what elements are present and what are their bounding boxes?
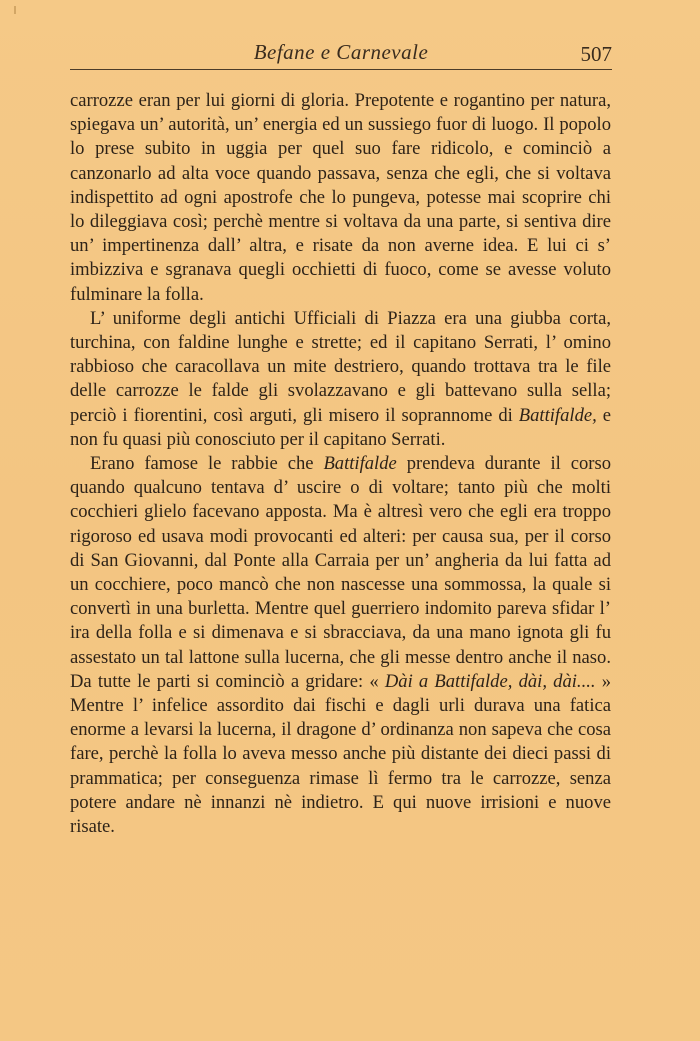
paragraph-text: Erano famose le rabbie che [90,453,324,475]
header-rule [70,69,612,70]
running-title: Befane e Carnevale [253,40,429,64]
nickname-italic: Battifalde, [518,404,597,426]
running-head [70,38,612,70]
paragraph-1 [70,89,611,307]
body-text [70,89,611,839]
stray-ink-mark [14,6,16,14]
paragraph-text: prendeva durante il corso quando qualcuno tentava d’ uscire o di voltare; tanto più che molti cocchieri glielo facevano apposta. Ma è altresì vero che egli era troppo rigoroso ed usava modi provocanti ed alteri: per causa sua, per il corso di San Giovanni, dal Ponte alla Carraia per un’ angheria da lui fatta ad un cocchiere, poco mancò che non nascesse una sommossa, la quale si convertì in una burletta. Mentre quel guerriero indomito pareva sfidar l’ ira della folla e si dimenava e si sbracciava, da una mano ignota gli fu assestato un tal lattone sulla lucerna, che gli messe dentro anche il naso. Da tutte le parti si cominciò a gridare: « [70,453,612,692]
paragraph-2 [70,307,611,452]
crowd-shout-italic: Dài a Battifalde, dài, dài.... [384,670,596,692]
paragraph-text: L’ uniforme degli antichi Ufficiali di Piazza era una giubba corta, turchina, con faldine lunghe e strette; ed il capitano Serrati, l’ omino rabbioso che caracollava un mite destriero, quando trottava tra le file delle carrozze le falde gli svolazzavano e gli battevano sulla sella; perciò i fiorentini, così arguti, gli misero il soprannome di [70,307,611,426]
paragraph-text: carrozze eran per lui giorni di gloria. Prepotente e rogantino per natura, spiegava un’ autorità, un’ energia ed un sussiego fuor di luogo. Il popolo lo prese subito in uggia per quel suo fare ridicolo, e cominciò a canzonarlo ad alta voce quando passava, senza che egli, che si voltava indispettito ad ogni apostrofe che lo pungeva, potesse mai scoprire chi lo dileggiava così; perchè mentre si voltava da una parte, si sentiva dire un’ impertinenza dall’ altra, e risate da non averne idea. E lui ci s’ imbizziva e sgranava quegli occhietti di fuoco, come se avesse voluto fulminare la folla. [70,90,611,305]
paragraph-3 [70,452,611,839]
nickname-italic: Battifalde [323,453,397,475]
paragraph-text: » Mentre l’ infelice assordito dai fischi e dagli urli durava una fatica enorme a levarsi la lucerna, il dragone d’ ordinanza non sapeva che cosa fare, perchè la folla lo aveva messo anche più distante dei dieci passi di prammatica; per conseguenza rimase lì fermo tra le carrozze, senza potere andare nè innanzi nè indietro. E qui nuove irrisioni e nuove risate. [70,670,611,838]
paragraph-text: e non fu quasi più conosciuto per il capitano Serrati. [70,404,611,450]
page-number: 507 [580,42,612,66]
